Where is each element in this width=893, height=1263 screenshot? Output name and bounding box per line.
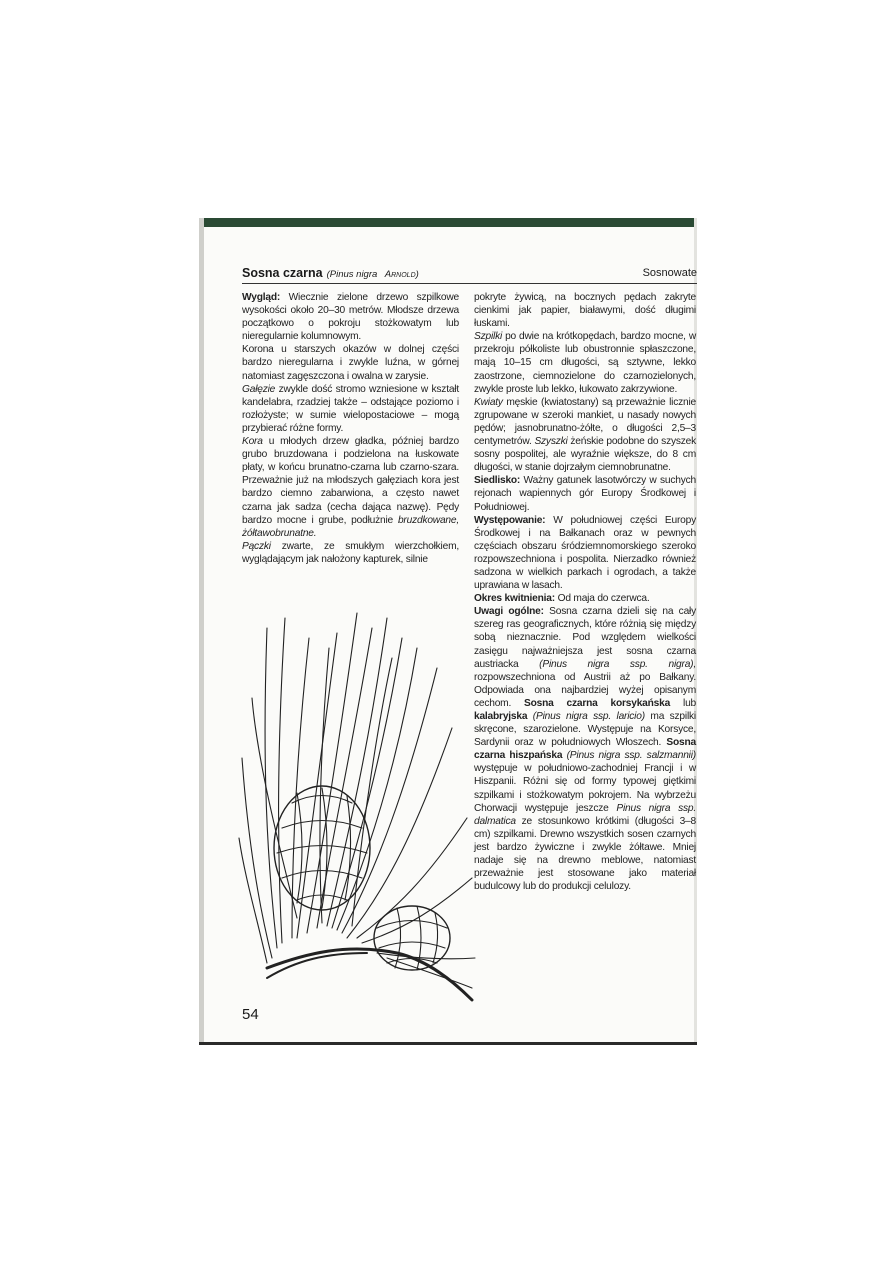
text-cones: żeńskie podobne do szyszek sosny pospolitej, ale wyraźnie większe, do 8 cm długości, w stanie dojrzałym ciemnobrunatne.	[474, 436, 696, 474]
text-flowers: męskie (kwiatostany) są przeważnie licznie zgrupowane w szeroki mankiet, u nasady nowych pędów; jasnobrunatno-żółte, o długości 2,5–3 centymetrów.	[474, 396, 696, 448]
paragraph-occurrence	[474, 514, 696, 593]
label-buds: Pączki	[242, 540, 271, 552]
label-needles: Szpilki	[474, 331, 503, 343]
cover-edge	[199, 218, 697, 227]
text-buds-cont: pokryte żywicą, na bocznych pędach zakryte cienkimi jak papier, białawymi, dość długimi łuskami.	[474, 292, 696, 330]
paragraph-branches	[242, 383, 459, 435]
latin-name: (Pinus nigra	[326, 269, 378, 280]
text-column-right	[474, 291, 696, 893]
label-cones: Szyszki	[534, 436, 568, 448]
text-notes-italic-4: Pinus nigra ssp. dalmatica	[474, 802, 696, 827]
paragraph-appearance	[242, 291, 459, 343]
text-needles: po dwie na krótkopędach, bardzo mocne, w przekroju półkoliste lub obustronnie spłaszczone, mają 10–15 cm długości, są sztywne, lekko zaostrzone, ciemnozielone do czarnozielonych, zwykle proste lub lekko, łukowato zakrzywione.	[474, 331, 696, 395]
page-number: 54	[242, 1006, 259, 1023]
paragraph-notes	[474, 605, 696, 893]
text-notes-1: Sosna czarna dzieli się na cały szereg ras geograficznych, które różnią się między sobą nieznacznie. Pod względem wielkości zasięgu najważniejsza jest sosna czarna austriacka	[474, 606, 696, 670]
header-rule	[242, 283, 697, 284]
paragraph-bark	[242, 435, 459, 540]
text-notes-3: lub	[670, 697, 696, 709]
book-page	[199, 218, 697, 1045]
text-notes-italic-1: (Pinus nigra ssp. nigra),	[539, 658, 696, 670]
text-notes-2: rozpowszechniona od Austrii aż po Bałkany. Odpowiada ona najbardziej wyżej opisanym cechom.	[474, 671, 696, 709]
text-habitat: Ważny gatunek lasotwórczy w suchych rejonach wapiennych gór Europy Środkowej i Południowej.	[474, 475, 696, 513]
text-crown: Korona u starszych okazów w dolnej części bardzo nieregularna i zwykle luźna, w górnej natomiast zagęszczona i owalna w zarysie.	[242, 344, 459, 382]
label-flowering: Okres kwitnienia:	[474, 593, 555, 605]
label-occurrence: Występowanie:	[474, 514, 546, 526]
text-notes-bold-2: kalabryjska	[474, 711, 528, 722]
label-flowers: Kwiaty	[474, 396, 503, 408]
label-bark: Kora	[242, 436, 263, 448]
label-habitat: Siedlisko:	[474, 475, 521, 487]
text-buds: zwarte, ze smukłym wierzchołkiem, wyglądającym jak nałożony kapturek, silnie	[242, 540, 459, 565]
label-notes: Uwagi ogólne:	[474, 606, 544, 618]
pine-branch-illustration	[237, 608, 477, 1008]
text-notes-4: ma szpilki skręcone, szarozielone. Występuje na Korsyce, Sardynii oraz w południowych Włoszech.	[474, 711, 696, 749]
family-name: Sosnowate	[642, 267, 697, 279]
paragraph-habitat	[474, 474, 696, 513]
page-edge-bottom	[199, 1042, 697, 1045]
paragraph-flowering	[474, 592, 696, 605]
label-branches: Gałęzie	[242, 383, 276, 395]
page-edge-shadow	[199, 218, 204, 1045]
paragraph-flowers	[474, 396, 696, 475]
text-occurrence: W południowej części Europy Środkowej i na Bałkanach oraz w pewnych częściach obszaru śródziemnomorskiego szeroko rozpowszechniona i pospolita. Nierzadko również sadzona w wielkich parkach i ogrodach, a także uprawiana w lasach.	[474, 514, 696, 592]
text-column-left	[242, 291, 459, 566]
paragraph-needles	[474, 330, 696, 395]
paragraph-crown	[242, 343, 459, 382]
author-name: Arnold)	[384, 269, 419, 280]
paragraph-buds	[242, 540, 459, 566]
text-notes-italic-2: (Pinus nigra ssp. laricio)	[527, 711, 645, 722]
text-appearance: Wiecznie zielone drzewo szpilkowe wysokości około 20–30 metrów. Młodsze drzewa początkowo o pokroju stożkowatym lub nieregularnie kolumnowym.	[242, 292, 459, 343]
text-notes-bold-3: Sosna czarna hiszpańska	[474, 737, 696, 762]
species-name: Sosna czarna	[242, 266, 323, 280]
text-notes-6: ze stosunkowo krótkimi (długości 3–8 cm) szpilkami. Drewno wszystkich sosen czarnych jest bardzo żywiczne i zwykle żółtawe. Mniej nadaje się na drewno meblowe, natomiast przeważnie jest stosowane jako materiał budulcowy lub do produkcji celulozy.	[474, 815, 696, 893]
text-branches: zwykle dość stromo wzniesione w kształt kandelabra, rzadziej także – odstające poziomo i rozłożyste; w sumie wielopostaciowe – mogą przybierać różne formy.	[242, 383, 459, 434]
text-bark: u młodych drzew gładka, później bardzo grubo bruzdowana i podzielona na łuskowate płaty, w końcu brunatno-czarna lub czarno-szara. Przeważnie już na młodszych gałęziach kora jest bardzo ciemno zabarwiona, a często nawet czarna jak sadza (cecha dająca nazwę). Pędy bardzo mocne i grube, podłużnie	[242, 436, 459, 526]
text-notes-italic-3: (Pinus nigra ssp. salzmannii)	[562, 750, 696, 762]
text-flowering: Od maja do czerwca.	[554, 593, 650, 605]
text-notes-bold-1: Sosna czarna korsykańska	[524, 697, 671, 709]
text-bark-italic: bruzdkowane, żółtawobrunatne.	[242, 514, 459, 539]
page-header	[242, 264, 697, 282]
paragraph-buds-cont	[474, 291, 696, 330]
label-appearance: Wygląd:	[242, 292, 281, 303]
text-notes-5: występuje w południowo-zachodniej Francji i w Hiszpanii. Różni się od formy typowej giętkimi szpilkami i stożkowatym pokrojem. Na wybrzeżu Chorwacji występuje jeszcze	[474, 763, 696, 814]
